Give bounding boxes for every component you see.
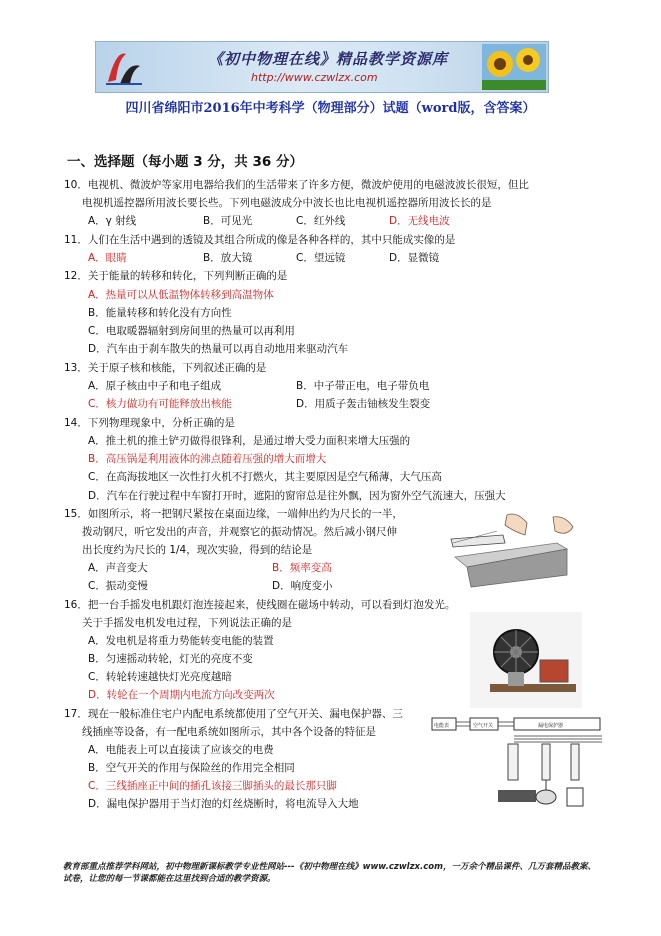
q17-option-a: A．电能表上可以直接读了应该交的电费 bbox=[88, 744, 274, 756]
q13-option-a: A．原子核由中子和电子组成 bbox=[88, 380, 222, 392]
q10-option-a: A．γ 射线 bbox=[88, 215, 137, 227]
header-banner bbox=[95, 41, 549, 93]
q13-option-c-answer: C．核力做功有可能释放出核能 bbox=[88, 398, 232, 410]
distribution-system-figure bbox=[430, 712, 605, 812]
q12-option-c: C．电取暖器辐射到房间里的热量可以再利用 bbox=[88, 325, 295, 337]
q17-stem-line2: 线插座等设备，有一配电系统如图所示，其中各个设备的特征是 bbox=[82, 726, 376, 738]
q16-option-b: B．匀速摇动转轮，灯光的亮度不变 bbox=[88, 653, 253, 665]
q16-stem-line2: 关于手摇发电机发电过程，下列说法正确的是 bbox=[82, 617, 292, 629]
q11-stem: 11．人们在生活中遇到的透镜及其组合所成的像是各种各样的，其中只能成实像的是 bbox=[64, 234, 456, 246]
q17-option-d: D．漏电保护器用于当灯泡的灯丝烧断时，将电流导入大地 bbox=[88, 798, 359, 810]
q16-option-a: A．发电机是将重力势能转变电能的装置 bbox=[88, 635, 274, 647]
q15-stem-line1: 15．如图所示，将一把钢尺紧按在桌面边缘，一端伸出约为尺长的一半， bbox=[64, 508, 403, 520]
q17-option-b: B．空气开关的作用与保险丝的作用完全相同 bbox=[88, 762, 295, 774]
protector-label: 漏电保护器 bbox=[538, 723, 564, 729]
q10-option-c: C．红外线 bbox=[296, 215, 346, 227]
q16-option-d-answer: D．转轮在一个周期内电流方向改变两次 bbox=[88, 689, 275, 701]
q15-option-c: C．振动变慢 bbox=[88, 580, 148, 592]
q11-option-c: C．望远镜 bbox=[296, 252, 346, 264]
q14-option-b-answer: B．高压锅是利用液体的沸点随着压强的增大而增大 bbox=[88, 453, 327, 465]
q12-option-a-answer: A．热量可以从低温物体转移到高温物体 bbox=[88, 289, 274, 301]
q15-stem-line2: 拨动钢尺，听它发出的声音，并观察它的振动情况。然后减小钢尺伸 bbox=[82, 526, 397, 538]
meter-label: 电能表 bbox=[434, 723, 450, 729]
q10-stem-line2: 电视机遥控器所用波长要长些。下列电磁波成分中波长也比电视机遥控器所用波长长的是 bbox=[82, 197, 492, 209]
q14-stem: 14．下列物理现象中，分析正确的是 bbox=[64, 417, 235, 429]
q15-option-a: A．声音变大 bbox=[88, 562, 148, 574]
section-heading: 一、选择题（每小题 3 分，共 36 分） bbox=[67, 154, 303, 170]
banner-url[interactable]: http://www.czwlzx.com bbox=[251, 71, 378, 84]
q15-option-b-answer: B．频率变高 bbox=[272, 562, 332, 574]
q10-option-d-answer: D．无线电波 bbox=[389, 215, 450, 227]
q14-option-a: A．推土机的推土铲刃做得很锋利，是通过增大受力面积来增大压强的 bbox=[88, 435, 411, 447]
steel-ruler-figure bbox=[447, 509, 587, 589]
q13-option-d: D．用质子轰击铀核发生裂变 bbox=[296, 398, 431, 410]
q13-stem: 13．关于原子核和核能，下列叙述正确的是 bbox=[64, 362, 267, 374]
q16-stem-line1: 16．把一台手摇发电机跟灯泡连接起来，使线圈在磁场中转动，可以看到灯泡发光。 bbox=[64, 599, 456, 611]
hand-generator-figure bbox=[470, 612, 582, 708]
q15-option-d: D．响度变小 bbox=[272, 580, 333, 592]
q10-stem-line1: 10．电视机、微波炉等家用电器给我们的生活带来了许多方便，微波炉使用的电磁波波长很短，但比 bbox=[64, 179, 529, 191]
breaker-label: 空气开关 bbox=[473, 723, 494, 729]
q13-option-b: B．中子带正电，电子带负电 bbox=[296, 380, 430, 392]
q14-option-c: C．在高海拔地区一次性打火机不打燃火，其主要原因是空气稀薄，大气压高 bbox=[88, 471, 442, 483]
document-title: 四川省绵阳市2016年中考科学（物理部分）试题（word版，含答案） bbox=[125, 101, 536, 116]
page-footer: 教育部重点推荐学科网站，初中物理新课标教学专业性网站---《初中物理在线》www.czwlzx.com，一万余个精品课件、几万套精品教案、试卷，让您的每一节课都能在这里找到合适的教学资源。 bbox=[63, 862, 596, 884]
q17-stem-line1: 17．现在一般标准住宅户内配电系统都使用了空气开关、漏电保护器、三 bbox=[64, 708, 403, 720]
q12-option-b: B．能量转移和转化没有方向性 bbox=[88, 307, 232, 319]
site-logo-icon bbox=[102, 46, 146, 88]
q12-stem: 12．关于能量的转移和转化，下列判断正确的是 bbox=[64, 270, 288, 282]
q17-option-c-answer: C．三线插座正中间的插孔该接三脚插头的最长那只脚 bbox=[88, 780, 337, 792]
q14-option-d: D．汽车在行驶过程中车窗打开时，遮阳的窗帘总是往外飘，因为窗外空气流速大，压强大 bbox=[88, 490, 506, 502]
q11-option-a-answer: A．眼睛 bbox=[88, 252, 127, 264]
q16-option-c: C．转轮转速越快灯光亮度越暗 bbox=[88, 671, 232, 683]
q15-stem-line3: 出长度约为尺长的 1/4，现次实验，得到的结论是 bbox=[82, 544, 313, 556]
q12-option-d: D．汽车由于刹车散失的热量可以再自动地用来驱动汽车 bbox=[88, 343, 349, 355]
q10-option-b: B．可见光 bbox=[203, 215, 253, 227]
banner-title: 《初中物理在线》精品教学资源库 bbox=[208, 50, 449, 68]
q11-option-b: B．放大镜 bbox=[203, 252, 253, 264]
sunflower-icon bbox=[482, 44, 546, 90]
q11-option-d: D．显微镜 bbox=[389, 252, 440, 264]
